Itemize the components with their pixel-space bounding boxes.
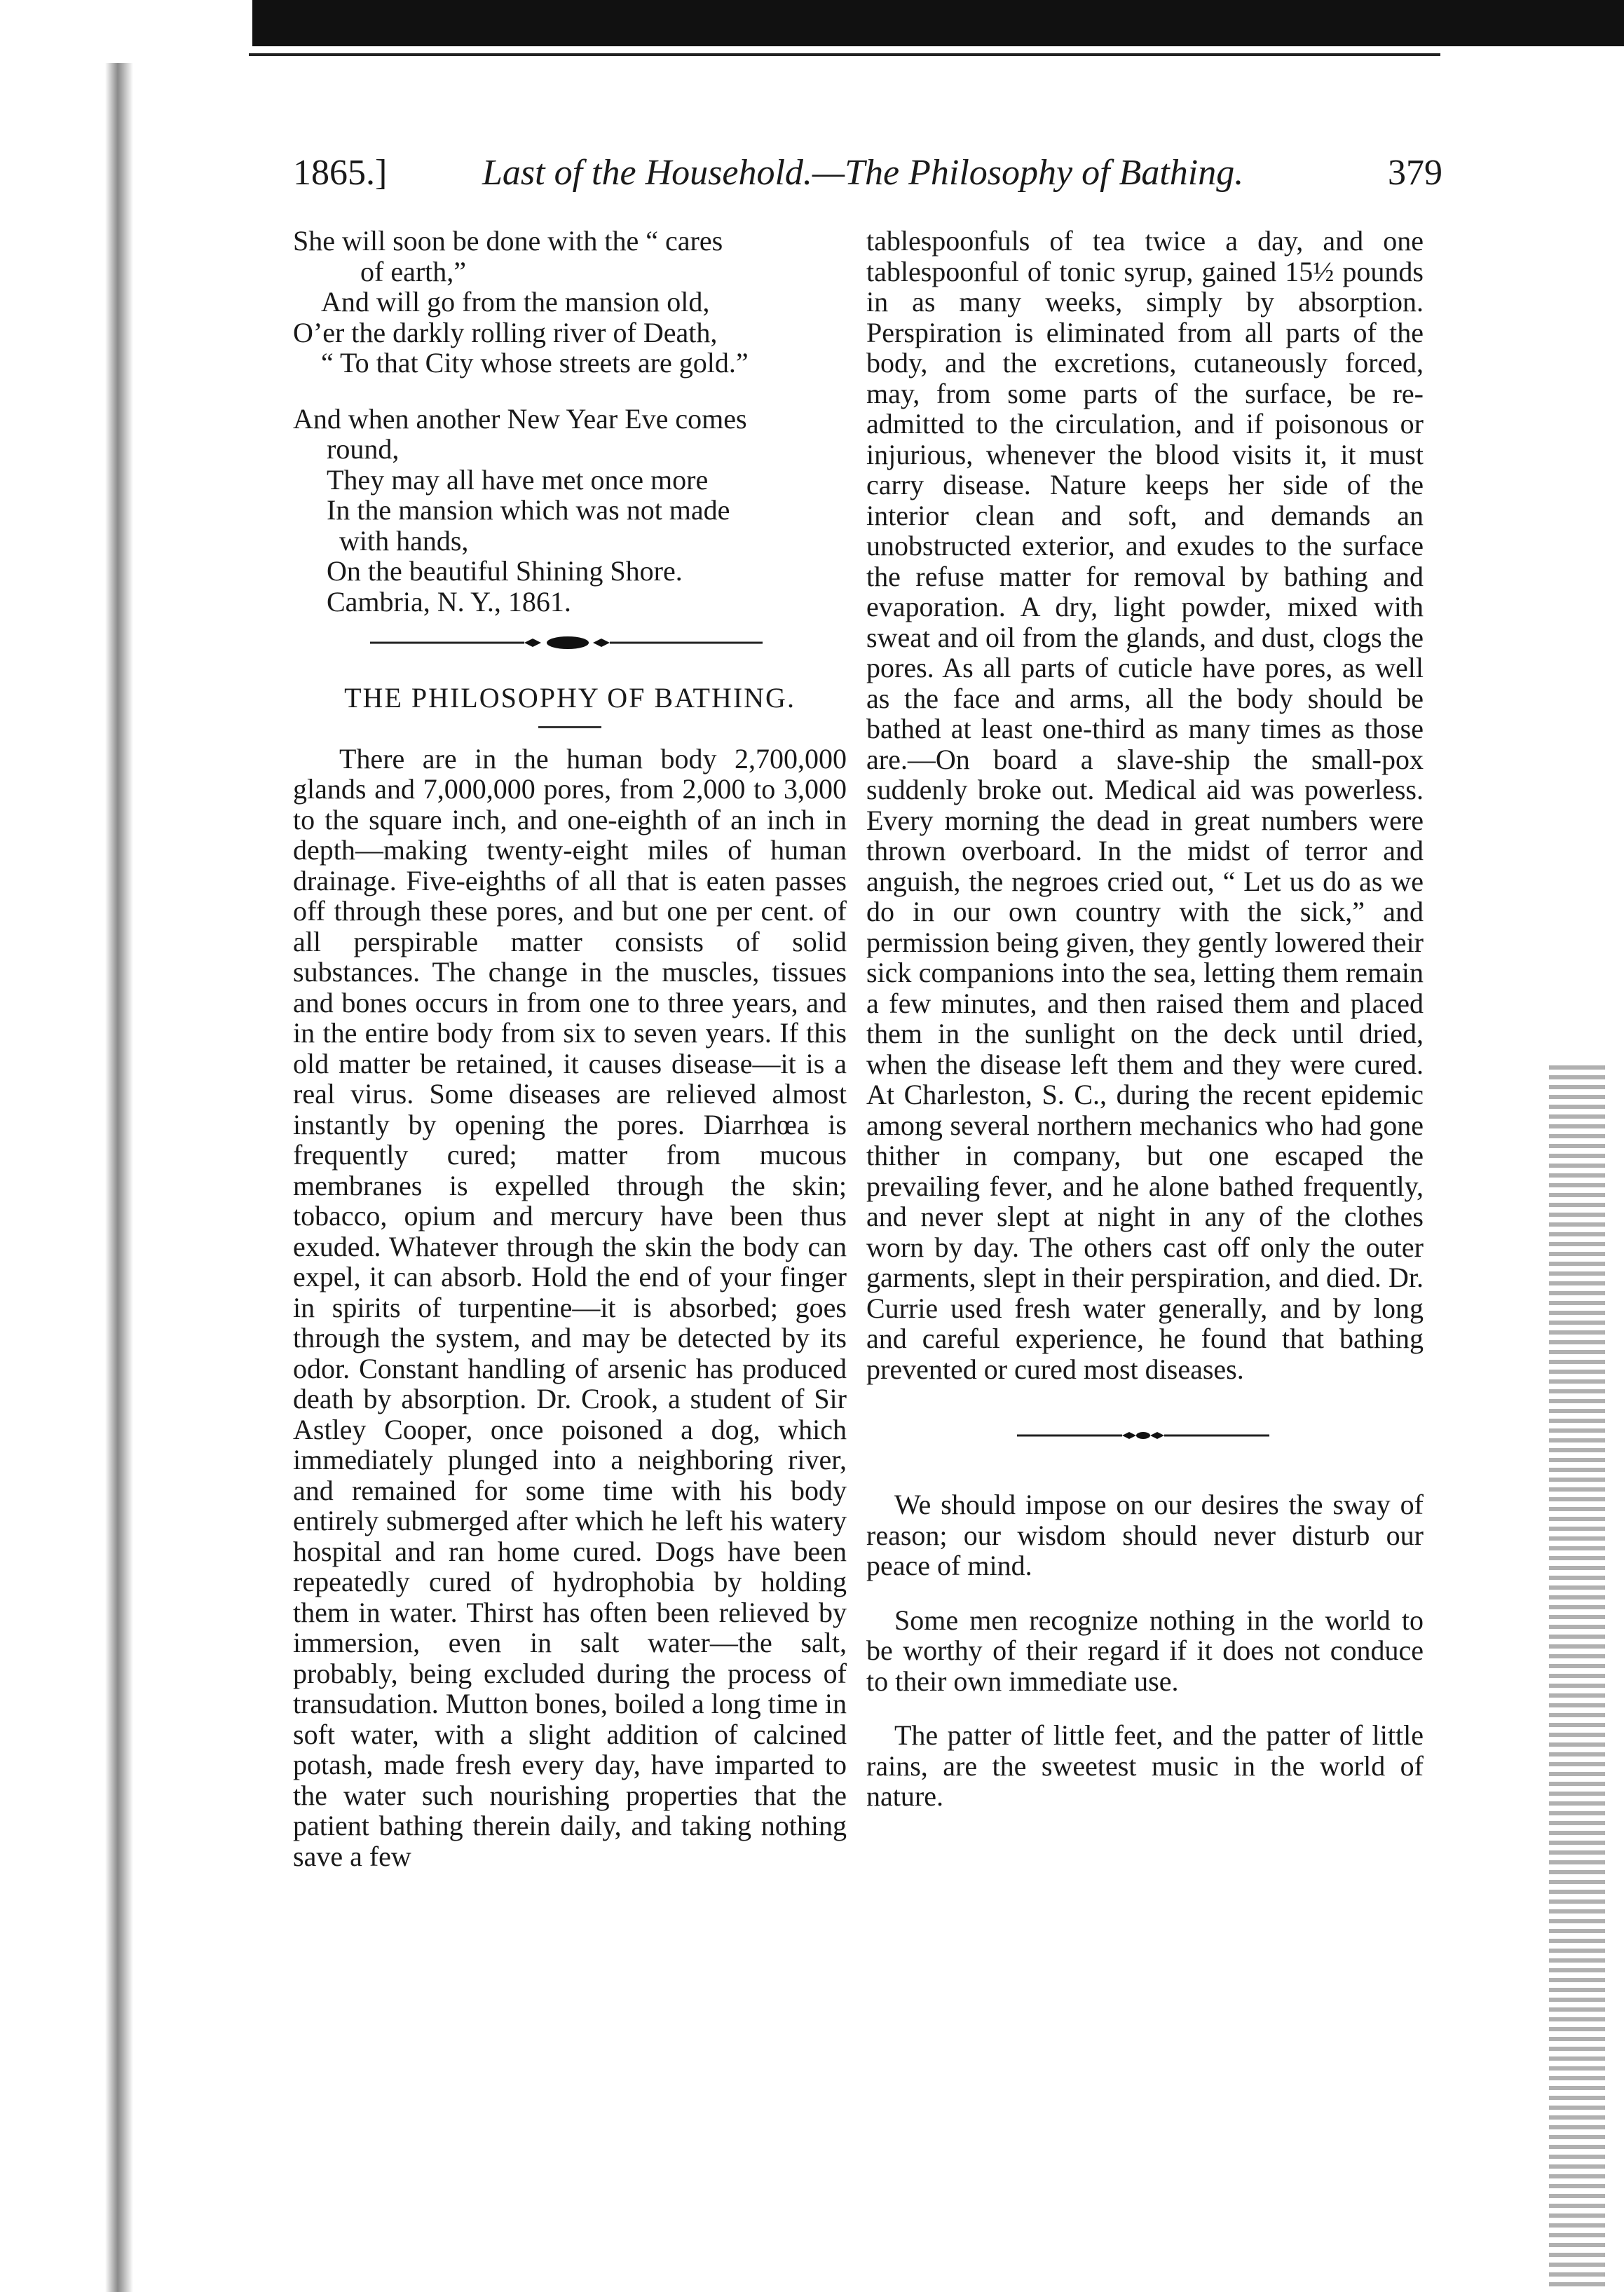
header-year: 1865.] — [293, 153, 388, 193]
page-number: 379 — [1388, 153, 1442, 193]
poem-line: with hands, — [339, 524, 469, 557]
poem — [293, 226, 847, 617]
poem-line: And will go from the mansion old, — [321, 286, 710, 318]
article-body — [293, 744, 847, 1872]
section-separator — [293, 617, 847, 680]
poem-line: O’er the darkly rolling river of Death, — [293, 316, 718, 348]
poem-line: “ To that City whose streets are gold.” — [321, 347, 749, 378]
poem-line: They may all have met once more — [327, 463, 709, 496]
poem-line: On the beautiful Shining Shore. — [327, 555, 683, 587]
article-paragraph: There are in the human body 2,700,000 glands and 7,000,000 pores, from 2,000 to 3,000 to the square inch, and one-eighth of an inch in depth—making twenty-eight miles of human drainage. Five-eighths of all that is eaten passes off through these pores, and but one per cent. of all perspirable matter consists of solid substances. The change in the muscles, tissues and bones occurs in from one to three years, and in the entire body from six to seven years. If this old matter be retained, it causes disease—it is a real virus. Some diseases are relieved almost instantly by opening the pores. Diarrhœa is frequently cured; matter from mucous membranes is expelled through the skin; tobacco, opium and mercury have been thus exuded. Whatever through the skin the body can expel, it can absorb. Hold the end of your finger in spirits of turpentine—it is absorbed; goes through the system, and may be detected by its odor. Constant handling of arsenic has produced death by absorption. Dr. Crook, a student of Sir Astley Cooper, once poisoned a dog, which immediately plunged into a neighboring river, and remained for some time with his body entirely submerged after which he left his watery hospital and ran home cured. Dogs have been repeatedly cured of hydrophobia by holding them in water. Thirst has often been relieved by immersion, even in salt water—the salt, probably, being excluded during the process of transudation. Mutton bones, boiled a long time in soft water, with a slight addition of calcined potash, made fresh every day, have imparted to the water such nourishing properties that the patient bathing therein daily, and taking nothing save a few — [293, 742, 847, 1872]
poem-line: She will soon be done with the “ cares — [293, 225, 723, 257]
page-edge-noise — [1549, 1065, 1605, 2292]
poem-line: In the mansion which was not made — [327, 494, 730, 526]
poem-line: And when another New Year Eve comes — [293, 402, 747, 435]
right-column — [866, 226, 1424, 1812]
left-column — [293, 226, 847, 1871]
filler-separator — [866, 1384, 1424, 1489]
top-rule — [249, 53, 1440, 56]
poem-line: of earth,” — [360, 255, 467, 287]
running-title: Last of the Household.—The Philosophy of Bathing. — [482, 153, 1244, 193]
filler-paragraph: The patter of little feet, and the patter of little rains, are the sweetest music in the world of nature. — [866, 1719, 1424, 1812]
running-header — [293, 149, 1456, 198]
article-continuation: tablespoonfuls of tea twice a day, and one tablespoonful of tonic syrup, gained 15½ pounds in as many weeks, simply by absorption. Perspiration is eliminated from all parts of the body, and the excretions, cutaneously forced, may, from some parts of the surface, be re-admitted to the circulation, and if poisonous or injurious, whenever the blood visits it, it must carry disease. Nature keeps her side of the interior clean and soft, and demands an unobstructed exterior, and exudes to the surface the refuse matter for removal by bathing and evaporation. A dry, light powder, mixed with sweat and oil from the glands, and dust, clogs the pores. As all parts of cuticle have pores, as well as the face and arms, all the body should be bathed at least one-third as many times as those are.—On board a slave-ship the small-pox suddenly broke out. Medical aid was powerless. Every morning the dead in great numbers were thrown overboard. In the midst of terror and anguish, the negroes cried out, “ Let us do as we do in our own country with the sick,” and permission being given, they gently lowered their sick companions into the sea, letting them remain a few minutes, and then raised them and placed them in the sunlight on the deck until dried, when the disease left them and they were cured. At Charleston, S. C., during the recent epidemic among several northern mechanics who had gone thither in company, but one escaped the prevailing fever, and he alone bathed frequently, and never slept at night in any of the clothes worn by day. The others cast off only the outer garments, slept in their perspiration, and died. Dr. Currie used fresh water generally, and by long and careful experience, he found that bathing prevented or cured most diseases. — [866, 225, 1424, 1385]
title-rule — [538, 726, 601, 728]
page-top-shadow — [252, 0, 1624, 46]
binding-edge — [105, 63, 133, 2292]
filler-paragraph: Some men recognize nothing in the world to be worthy of their regard if it does not conduce to their own immediate use. — [866, 1604, 1424, 1697]
poem-line: round, — [327, 433, 400, 465]
article-title: THE PHILOSOPHY OF BATHING. — [344, 682, 796, 714]
poem-signature: Cambria, N. Y., 1861. — [327, 585, 571, 618]
filler-paragraph: We should impose on our desires the sway of reason; our wisdom should never disturb our peace of mind. — [866, 1489, 1424, 1581]
